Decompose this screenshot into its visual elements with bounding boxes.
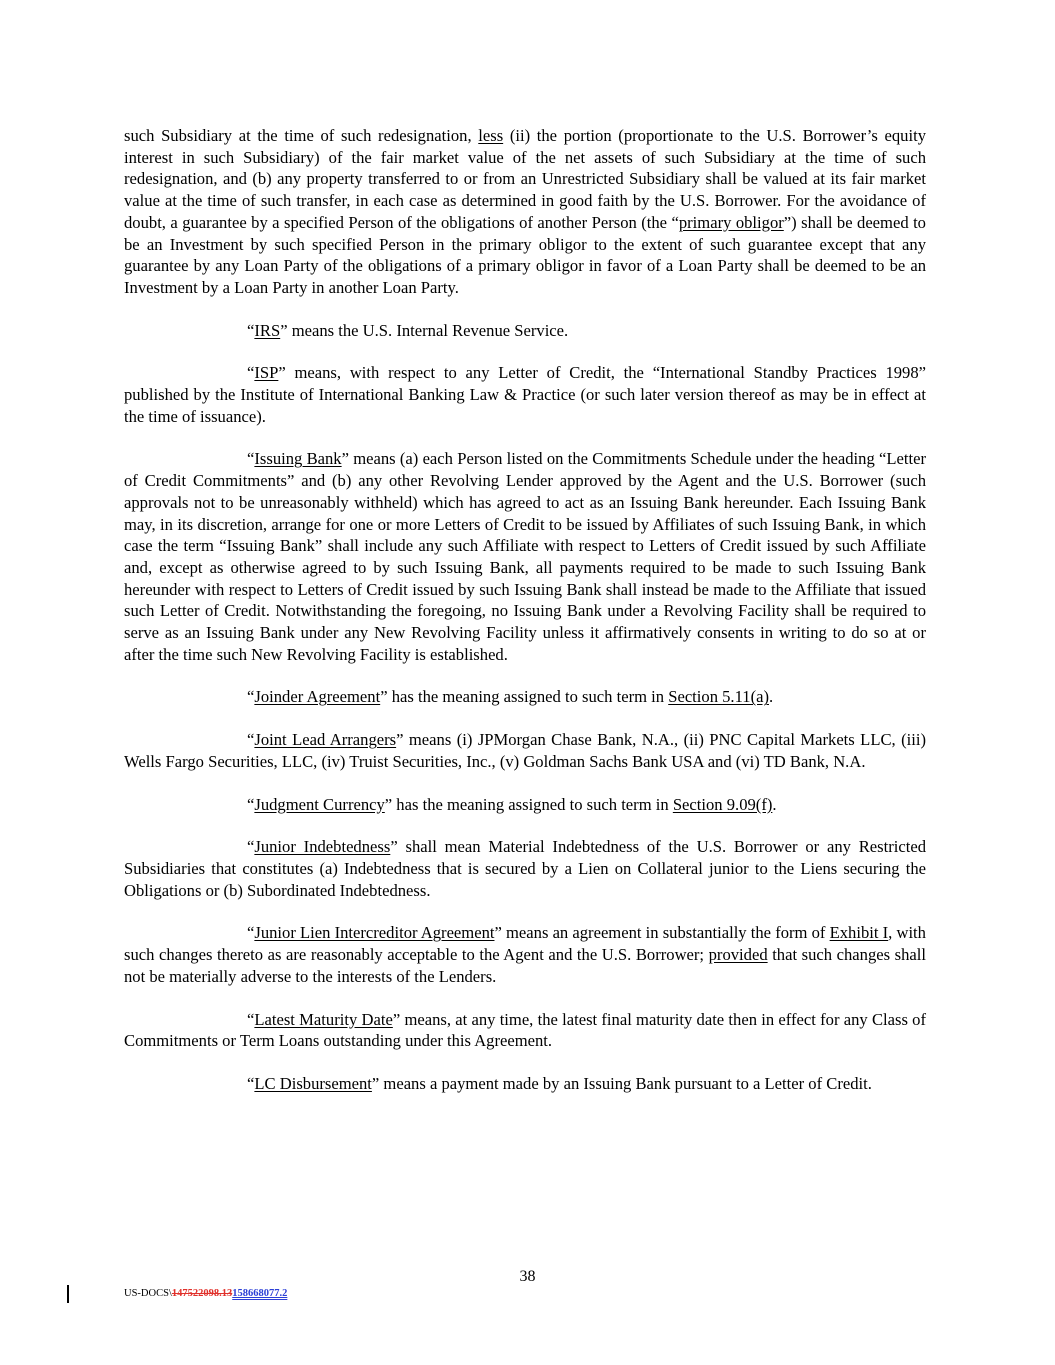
document-body [124,125,926,1116]
definition-joinder-agreement [124,686,926,708]
text: ”) shall be deemed to be an Investment by such specified Person in the primary obligor to the extent of such guarantee except that any guarantee by any Loan Party of the obligations of a primary obligor in favor of a Loan Party shall be deemed to be an Investment by a Loan Party in another Loan Party. [124,212,926,297]
underlined-term: less [478,126,504,145]
text: “ [247,363,255,383]
text: “ [247,1009,255,1029]
defined-term: Joinder Agreement [254,687,381,707]
text: “ [247,730,255,750]
defined-term: Latest Maturity Date [254,1009,393,1029]
text: , with such changes thereto as are reasonably acceptable to the Agent and the U.S. Borrower; [124,923,926,965]
definition-isp [124,362,926,427]
doc-id-prefix: US-DOCS\ [124,1288,172,1299]
section-reference: Section 9.09(f) [672,794,773,814]
text: ” has the meaning assigned to such term in [384,794,673,814]
text: ” means (i) JPMorgan Chase Bank, N.A., (ii) PNC Capital Markets LLC, (iii) Wells Fargo Securities, LLC, (iv) Truist Securities, Inc., (v) Goldman Sachs Bank USA and (vi) TD Bank, N.A. [124,730,926,771]
definition-joint-lead-arrangers [124,729,926,772]
text: . [772,794,777,814]
underlined-term: provided [708,945,768,965]
text: ” has the meaning assigned to such term in [380,687,669,707]
text: “ [247,687,255,707]
text: ” means the U.S. Internal Revenue Service. [280,320,569,340]
doc-id-deleted: 147522098.13 [171,1288,233,1299]
text: ” means a payment made by an Issuing Bank pursuant to a Letter of Credit. [371,1073,872,1093]
text: “ [247,320,255,340]
text: . [768,687,774,707]
definition-lc-disbursement [124,1073,926,1095]
section-reference: Section 5.11(a) [668,687,769,707]
text: ” means, at any time, the latest final maturity date then in effect for any Class of Commitments or Term Loans outstanding under this Agreement. [124,1009,926,1051]
text: “ [247,1073,255,1093]
defined-term: LC Disbursement [254,1073,372,1093]
text: “ [247,837,255,857]
text: such Subsidiary at the time of such redesignation, [124,126,479,145]
text: “ [247,923,255,943]
page-number: 38 [519,1268,536,1285]
definition-judgment-currency [124,794,926,816]
defined-term: Joint Lead Arrangers [254,730,397,750]
text: that such changes shall not be materially adverse to the interests of the Lenders. [124,945,926,986]
defined-term: Junior Lien Intercreditor Agreement [254,923,495,943]
defined-term: IRS [254,320,281,340]
text: ” means (a) each Person listed on the Commitments Schedule under the heading “Letter of Credit Commitments” and (b) any other Revolving Lender approved by the Agent and the U.S. Borrower (such approvals not to be unreasonably withheld) which has agreed to act as an Issuing Bank hereunder. Each Issuing Bank may, in its discretion, arrange for one or more Letters of Credit to be issued by Affiliates of such Issuing Bank, in which case the term “Issuing Bank” shall include any such Affiliate with respect to Letters of Credit issued by such Affiliate and, except as otherwise agreed to by such Issuing Bank, all payments required to be made to such Issuing Bank hereunder with respect to Letters of Credit issued by such Issuing Bank shall instead be made to the Affiliate that issued such Letter of Credit. Notwithstanding the foregoing, no Issuing Bank under a Revolving Facility shall be required to serve as an Issuing Bank under any New Revolving Facility unless it affirmatively consents in writing to do so at or after the time such New Revolving Facility is established. [124,449,926,664]
text: ” means, with respect to any Letter of Credit, the “International Standby Practices 1998” published by the Institute of International Banking Law & Practice (or such later version thereof as may be in effect at the time of issuance). [124,363,926,426]
revision-change-bar [67,1285,69,1303]
text: (ii) the portion (proportionate to the U.S. Borrower’s equity interest in such Subsidiary) of the fair market value of the net assets of such Subsidiary at the time of such redesignation, and (b) any property transferred to or from an Unrestricted Subsidiary shall be valued at its fair market value at the time of such transfer, in each case as determined in good faith by the U.S. Borrower. For the avoidance of doubt, a guarantee by a specified Person of the obligations of another Person (the “ [124,126,926,232]
document-id-footer [124,1288,287,1299]
text: “ [247,794,255,814]
definition-irs [124,320,926,342]
defined-term: Junior Indebtedness [254,837,391,857]
defined-term: ISP [254,363,279,383]
paragraph-investment-continued [124,125,926,299]
doc-id-inserted: 158668077.2 [232,1288,288,1299]
text: ” means an agreement in substantially the form of [494,923,830,943]
exhibit-reference: Exhibit I [829,923,889,943]
text: ” shall mean Material Indebtedness of the U.S. Borrower or any Restricted Subsidiaries that constitutes (a) Indebtedness that is secured by a Lien on Collateral junior to the Liens securing the Obligations or (b) Subordinated Indebtedness. [124,837,927,900]
definition-issuing-bank [124,448,926,665]
underlined-term: primary obligor [678,212,784,232]
defined-term: Issuing Bank [254,449,342,469]
definition-junior-lien-intercreditor-agreement [124,922,926,987]
text: “ [247,449,255,469]
definition-latest-maturity-date [124,1009,926,1052]
definition-junior-indebtedness [124,836,926,901]
defined-term: Judgment Currency [254,794,385,814]
